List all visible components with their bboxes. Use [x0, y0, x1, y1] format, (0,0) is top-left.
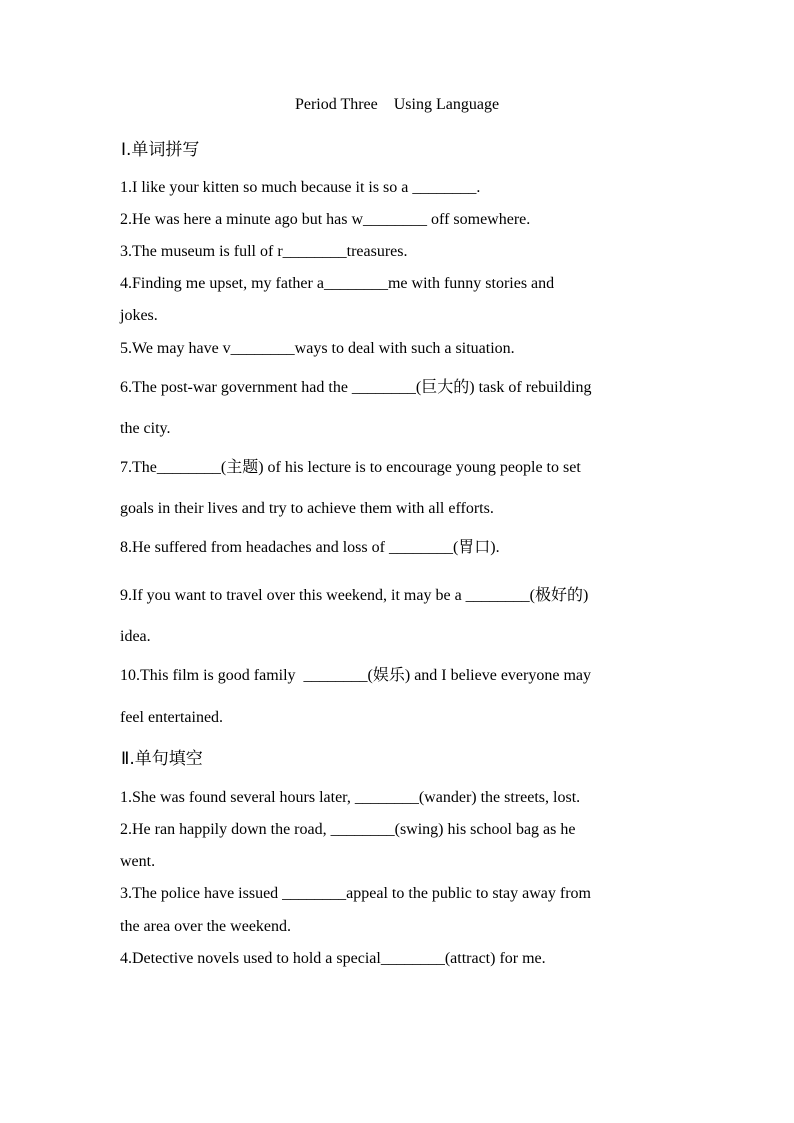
- section-heading-vocabulary: Ⅰ.单词拼写: [121, 140, 200, 160]
- page-title: Period Three Using Language: [294, 96, 500, 113]
- exercise-line: 3.The museum is full of r________treasures.: [120, 243, 408, 260]
- exercise-line: 10.This film is good family ________(娱乐) and I believe everyone may: [120, 667, 592, 684]
- exercise-line: the city.: [120, 420, 171, 437]
- exercise-line: 1.She was found several hours later, ________(wander) the streets, lost.: [120, 789, 581, 806]
- exercise-line: the area over the weekend.: [120, 918, 292, 935]
- exercise-line: went.: [120, 853, 156, 870]
- exercise-line: 4.Finding me upset, my father a________me with funny stories and: [120, 275, 555, 292]
- exercise-line: idea.: [120, 628, 151, 645]
- exercise-line: 7.The________(主题) of his lecture is to encourage young people to set: [120, 459, 581, 476]
- exercise-line: goals in their lives and try to achieve them with all efforts.: [120, 500, 494, 517]
- section-heading-sentence-fill: Ⅱ.单句填空: [121, 749, 203, 769]
- exercise-line: 5.We may have v________ways to deal with such a situation.: [120, 340, 515, 357]
- exercise-line: jokes.: [120, 307, 158, 324]
- exercise-line: 6.The post-war government had the ________(巨大的) task of rebuilding: [120, 379, 592, 396]
- exercise-line: 2.He ran happily down the road, ________(swing) his school bag as he: [120, 821, 576, 838]
- exercise-line: 2.He was here a minute ago but has w________ off somewhere.: [120, 211, 531, 228]
- exercise-line: feel entertained.: [120, 709, 224, 726]
- exercise-line: 8.He suffered from headaches and loss of ________(胃口).: [120, 539, 500, 556]
- exercise-line: 1.I like your kitten so much because it is so a ________.: [120, 179, 481, 196]
- exercise-line: 3.The police have issued ________appeal to the public to stay away from: [120, 885, 591, 902]
- exercise-line: 4.Detective novels used to hold a special________(attract) for me.: [120, 950, 546, 967]
- exercise-line: 9.If you want to travel over this weekend, it may be a ________(极好的): [120, 587, 589, 604]
